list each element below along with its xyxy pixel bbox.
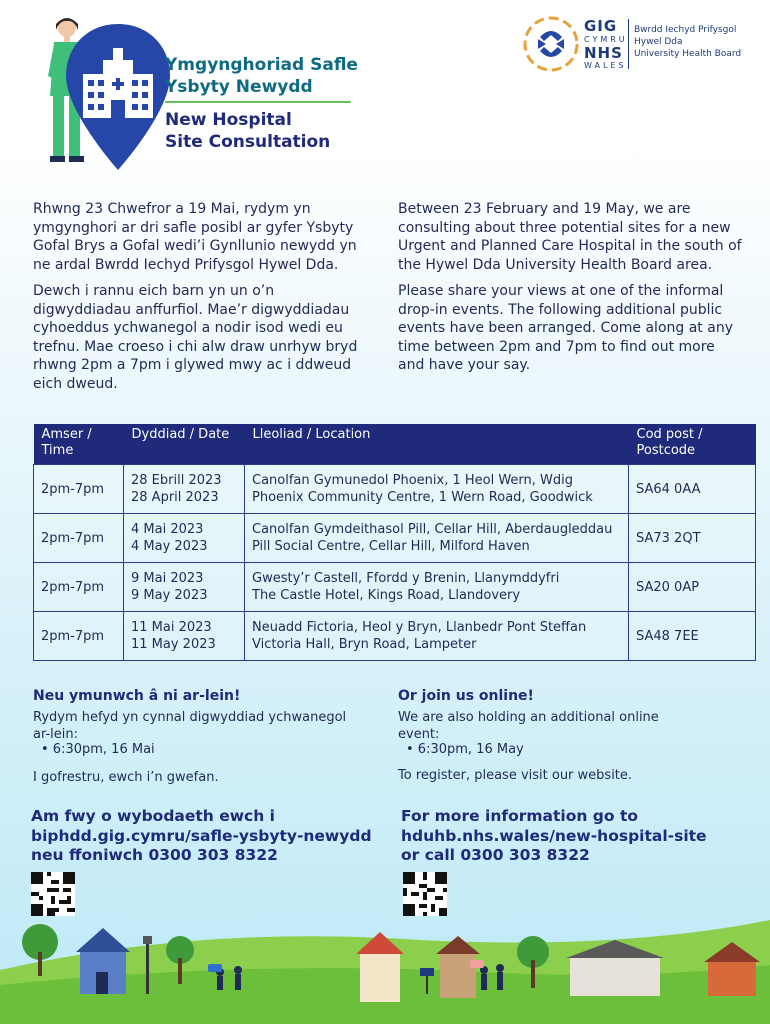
date-welsh: 9 Mai 2023 (131, 571, 204, 586)
logo-separator (628, 19, 629, 69)
logo-gig-text: GIG (584, 17, 618, 35)
online-heading-welsh: Neu ymunwch â ni ar-lein! (33, 688, 241, 704)
health-board-name: Bwrdd Iechyd Prifysgol Hywel Dda University Health Board (634, 25, 742, 59)
intro-welsh-1: Rhwng 23 Chwefror a 19 Mai, rydym yn ymgynghori ar dri safle posibl ar gyfer Ysbyty Gofal Brys a Gofal wedi’i Gynllunio newydd yn ne ardal Bwrdd Iechyd Prifysgol Hywel Dda. (33, 201, 357, 273)
info-welsh-url[interactable]: biphdd.gig.cymru/safle-ysbyty-newydd (31, 826, 372, 845)
cell-time: 2pm-7pm (34, 514, 124, 563)
info-english (401, 807, 707, 866)
cell-location (245, 563, 629, 612)
info-english-url[interactable]: hduhb.nhs.wales/new-hospital-site (401, 826, 707, 845)
header-postcode: Cod post / Postcode (629, 424, 756, 465)
table-row (34, 465, 756, 514)
cell-postcode: SA64 0AA (629, 465, 756, 514)
location-welsh: Canolfan Gymdeithasol Pill, Cellar Hill, Aberdaugleddau (252, 522, 613, 537)
location-welsh: Gwesty’r Castell, Ffordd y Brenin, Llanymddyfri (252, 571, 560, 586)
date-english: 4 May 2023 (131, 539, 208, 554)
online-register-welsh: I gofrestru, ewch i’n gwefan. (33, 770, 219, 785)
date-english: 11 May 2023 (131, 637, 216, 652)
table-header-row (34, 424, 756, 465)
online-register-english: To register, please visit our website. (398, 768, 633, 783)
date-welsh: 11 Mai 2023 (131, 620, 212, 635)
logo-cymru-text: CYMRU (584, 35, 628, 44)
intro-english-2: Please share your views at one of the informal drop-in events. The following additional public events have been arranged. Come along at any time between 2pm and 7pm to find out more and have your say. (398, 283, 733, 373)
info-welsh-line1: Am fwy o wybodaeth ewch i (31, 807, 275, 825)
cell-date (124, 465, 245, 514)
cell-location (245, 514, 629, 563)
cell-postcode: SA73 2QT (629, 514, 756, 563)
info-welsh-phone: neu ffoniwch 0300 303 8322 (31, 846, 278, 864)
date-welsh: 4 Mai 2023 (131, 522, 204, 537)
header-time: Amser / Time (34, 424, 124, 465)
table-row (34, 612, 756, 661)
nhs-wales-logo (522, 15, 752, 75)
location-english: The Castle Hotel, Kings Road, Llandovery (252, 588, 521, 603)
date-english: 28 April 2023 (131, 490, 219, 505)
online-bullet-welsh: • 6:30pm, 16 Mai (41, 742, 155, 757)
intro-english-1: Between 23 February and 19 May, we are consulting about three potential sites for a new Urgent and Planned Care Hospital in the south of the Hywel Dda University Health Board area. (398, 201, 742, 273)
events-table (33, 424, 756, 661)
location-english: Phoenix Community Centre, 1 Wern Road, Goodwick (252, 490, 593, 505)
cell-location (245, 612, 629, 661)
village-scene-illustration (0, 880, 770, 1024)
title-welsh: Ymgynghoriad Safle Ysbyty Newydd (165, 55, 358, 97)
cell-location (245, 465, 629, 514)
cell-time: 2pm-7pm (34, 563, 124, 612)
info-english-line1: For more information go to (401, 807, 638, 825)
table-row (34, 514, 756, 563)
location-english: Pill Social Centre, Cellar Hill, Milford Haven (252, 539, 530, 554)
cell-postcode: SA48 7EE (629, 612, 756, 661)
header-location: Lleoliad / Location (245, 424, 629, 465)
hospital-pin-icon (63, 22, 173, 172)
cell-time: 2pm-7pm (34, 465, 124, 514)
logo-nhs-text: NHS (584, 44, 623, 62)
date-english: 9 May 2023 (131, 588, 208, 603)
title-divider (165, 101, 351, 103)
location-english: Victoria Hall, Bryn Road, Lampeter (252, 637, 477, 652)
info-welsh (31, 807, 372, 866)
cell-date (124, 514, 245, 563)
cell-date (124, 563, 245, 612)
cell-date (124, 612, 245, 661)
location-welsh: Canolfan Gymunedol Phoenix, 1 Heol Wern, Wdig (252, 473, 574, 488)
online-bullet-english: • 6:30pm, 16 May (406, 742, 524, 757)
online-text-welsh: Rydym hefyd yn cynnal digwyddiad ychwanegol ar-lein: (33, 710, 347, 742)
online-text-english: We are also holding an additional online event: (398, 710, 659, 742)
location-welsh: Neuadd Fictoria, Heol y Bryn, Llanbedr Pont Steffan (252, 620, 587, 635)
header-date: Dyddiad / Date (124, 424, 245, 465)
online-heading-english: Or join us online! (398, 688, 534, 704)
date-welsh: 28 Ebrill 2023 (131, 473, 222, 488)
cell-time: 2pm-7pm (34, 612, 124, 661)
title-english: New Hospital Site Consultation (165, 110, 331, 152)
logo-wales-text: WALES (584, 61, 627, 70)
table-row (34, 563, 756, 612)
intro-welsh-2: Dewch i rannu eich barn yn un o’n digwyddiadau anffurfiol. Mae’r digwyddiadau cyhoeddus ychwanegol a nodir isod wedi eu trefnu. Mae croeso i chi alw draw unrhyw bryd rhwng 2pm a 7pm i glywed mwy ac i ddweud eich dweud. (33, 283, 358, 392)
dragon-emblem-icon (522, 15, 580, 73)
cell-postcode: SA20 0AP (629, 563, 756, 612)
info-english-phone: or call 0300 303 8322 (401, 846, 590, 864)
